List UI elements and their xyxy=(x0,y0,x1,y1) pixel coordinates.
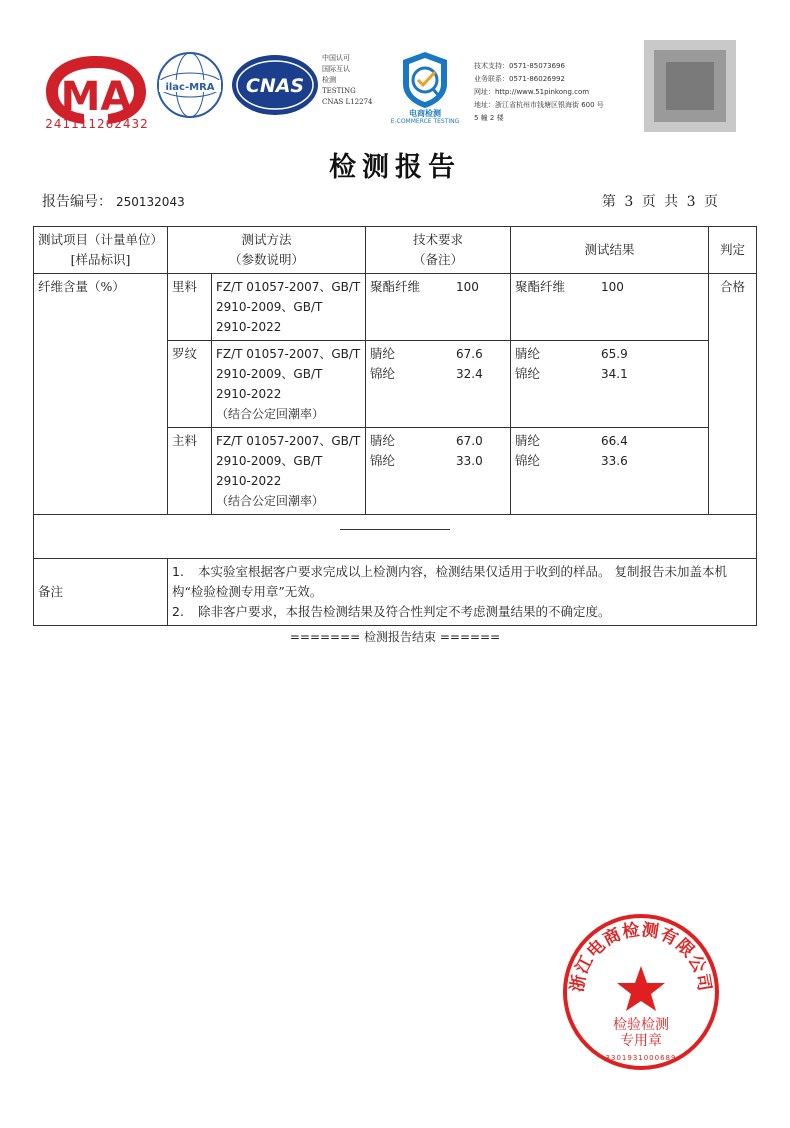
method-line: FZ/T 01057-2007、GB/T xyxy=(216,280,361,294)
contact-address-2: 5 幢 2 楼 xyxy=(474,114,504,122)
cnas-text-mark: CNAS xyxy=(245,75,305,97)
table-row xyxy=(34,274,757,341)
requirement-cell xyxy=(366,341,511,428)
page-indicator: 第 3 页 共 3 页 xyxy=(601,194,720,210)
method-line: 2910-2009、GB/T xyxy=(216,454,323,468)
result-cell xyxy=(511,341,709,428)
fiber-value: 67.0 xyxy=(456,434,483,448)
header-requirement xyxy=(366,227,511,274)
fiber-value: 32.4 xyxy=(456,367,483,381)
header-judgement: 判定 xyxy=(709,227,757,274)
fiber-name: 腈纶 xyxy=(515,346,541,361)
fiber-name: 锦纶 xyxy=(515,453,541,468)
method-cell xyxy=(212,341,366,428)
report-number-value: 250132043 xyxy=(116,195,185,209)
seal-line2: 专用章 xyxy=(620,1033,662,1049)
header-method-line2: （参数说明） xyxy=(229,252,305,267)
ilac-text: ilac-MRA xyxy=(165,82,215,93)
fiber-value: 67.6 xyxy=(456,347,483,361)
result-cell xyxy=(511,428,709,515)
method-line: 2910-2022 xyxy=(216,474,282,488)
requirement-cell xyxy=(366,428,511,515)
header-req-line2: （备注） xyxy=(413,252,464,267)
cnas-line: TESTING xyxy=(322,87,356,95)
method-line: 2910-2022 xyxy=(216,320,282,334)
ma-text: MA xyxy=(60,74,132,120)
fiber-value: 100 xyxy=(456,280,479,294)
item-name: 纤维含量（%） xyxy=(34,274,168,515)
blank-row xyxy=(34,515,757,559)
report-number xyxy=(42,191,185,211)
header-item-line2: [样品标识] xyxy=(70,252,131,267)
ec-name: 电商检测 xyxy=(409,109,441,118)
remark-number: 1. xyxy=(172,564,184,579)
report-number-label: 报告编号： xyxy=(42,194,112,210)
part-label: 主料 xyxy=(168,428,212,515)
remark-item xyxy=(172,562,752,602)
method-cell xyxy=(212,274,366,341)
method-line: 2910-2022 xyxy=(216,387,282,401)
cnas-line: CNAS L12274 xyxy=(322,98,373,106)
header-result: 测试结果 xyxy=(511,227,709,274)
blank-divider xyxy=(340,517,450,530)
report-end-marker: ======= 检测报告结束 ====== xyxy=(289,630,501,644)
remarks-row xyxy=(34,559,757,626)
method-line: FZ/T 01057-2007、GB/T xyxy=(216,434,361,448)
fiber-value: 100 xyxy=(601,280,624,294)
header-item xyxy=(34,227,168,274)
part-label: 里料 xyxy=(168,274,212,341)
fiber-name: 腈纶 xyxy=(370,346,396,361)
fiber-value: 66.4 xyxy=(601,434,628,448)
method-cell xyxy=(212,428,366,515)
cnas-line: 中国认可 xyxy=(322,54,350,62)
remarks-label: 备注 xyxy=(34,559,168,626)
fiber-name: 腈纶 xyxy=(370,433,396,448)
contact-info xyxy=(474,60,639,125)
cnas-line: 国际互认 xyxy=(322,65,350,73)
seal-line1: 检验检测 xyxy=(613,1017,669,1033)
table-header-row xyxy=(34,227,757,274)
method-note: （结合公定回潮率） xyxy=(216,494,325,508)
contact-website: 网址：http://www.51pinkong.com xyxy=(474,88,590,96)
cnas-logo xyxy=(230,53,320,117)
header-req-line1: 技术要求 xyxy=(413,232,464,247)
header-method-line1: 测试方法 xyxy=(241,232,292,247)
cnas-caption xyxy=(322,53,382,108)
remark-text: 除非客户要求，本报告检测结果及符合性判定不考虑测量结果的不确定度。 xyxy=(198,604,611,619)
method-line: FZ/T 01057-2007、GB/T xyxy=(216,347,361,361)
fiber-value: 33.6 xyxy=(601,454,628,468)
blank-cell xyxy=(34,515,757,559)
cma-number: 241111262432 xyxy=(45,117,149,131)
remark-item xyxy=(172,602,752,622)
header-item-line1: 测试项目（计量单位） xyxy=(38,232,164,247)
fiber-name: 聚酯纤维 xyxy=(370,279,421,294)
fiber-value: 34.1 xyxy=(601,367,628,381)
seal-org-name: 浙江电商检测有限公司 xyxy=(567,920,715,994)
fiber-name: 聚酯纤维 xyxy=(515,279,566,294)
remark-number: 2. xyxy=(172,604,184,619)
part-label: 罗纹 xyxy=(168,341,212,428)
ec-english: E-COMMERCE TESTING xyxy=(390,118,460,125)
blurred-qr-code xyxy=(644,40,736,132)
page-title: 检测报告 xyxy=(329,152,461,183)
remarks-content xyxy=(168,559,757,626)
header-method xyxy=(168,227,366,274)
remark-text: 本实验室根据客户要求完成以上检测内容，检测结果仅适用于收到的样品。 复制报告未加盖本机构“检验检测专用章”无效。 xyxy=(172,564,727,599)
cnas-line: 检测 xyxy=(322,76,336,84)
method-note: （结合公定回潮率） xyxy=(216,407,325,421)
requirement-cell xyxy=(366,274,511,341)
contact-phone-tech: 技术支持：0571-85073696 xyxy=(474,62,565,70)
judgement: 合格 xyxy=(709,274,757,515)
fiber-name: 锦纶 xyxy=(515,366,541,381)
fiber-name: 锦纶 xyxy=(370,366,396,381)
contact-phone-biz: 业务联系：0571-86026992 xyxy=(474,75,565,83)
method-line: 2910-2009、GB/T xyxy=(216,300,323,314)
seal-star-icon xyxy=(617,966,665,1011)
fiber-value: 65.9 xyxy=(601,347,628,361)
result-cell xyxy=(511,274,709,341)
seal-number: 3301931000689 xyxy=(605,1054,677,1062)
report-header xyxy=(0,0,790,150)
fiber-value: 33.0 xyxy=(456,454,483,468)
fiber-name: 锦纶 xyxy=(370,453,396,468)
fiber-name: 腈纶 xyxy=(515,433,541,448)
official-seal-stamp xyxy=(556,912,726,1072)
results-table xyxy=(33,226,757,626)
contact-address: 地址：浙江省杭州市钱塘区银海街 600 号 xyxy=(474,101,604,109)
method-line: 2910-2009、GB/T xyxy=(216,367,323,381)
ilac-mra-logo xyxy=(155,50,225,120)
